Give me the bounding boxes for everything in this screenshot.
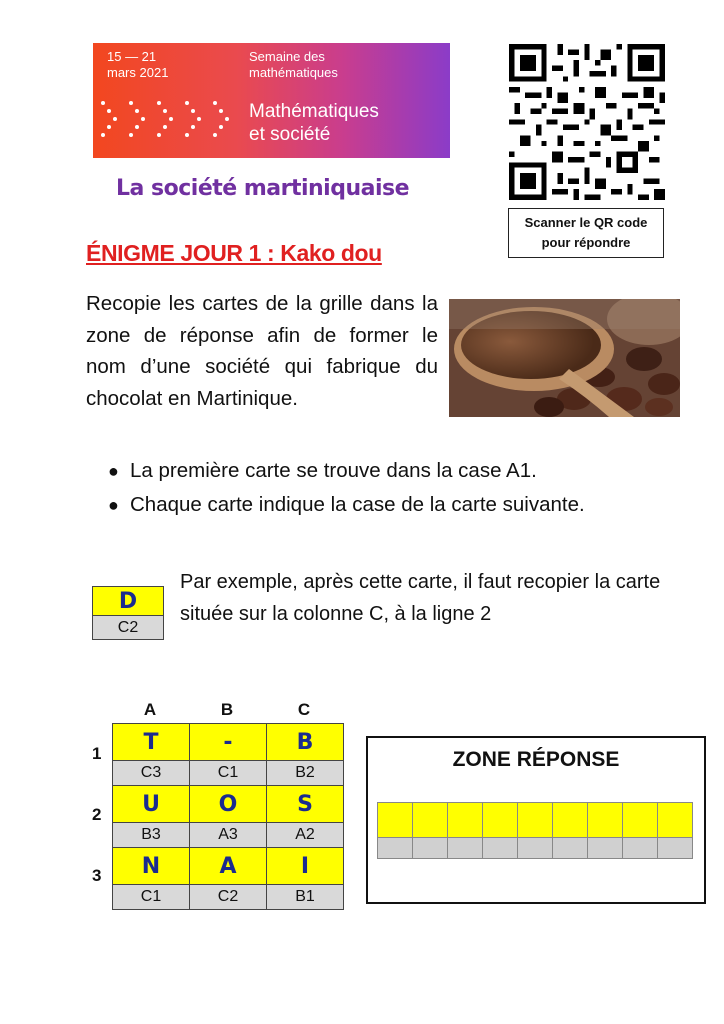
grid-card-letter-b2: O [190,786,267,823]
grid-card-code-c3: B1 [267,885,344,910]
grid-card-code-c2: A2 [267,823,344,848]
grid-card-letter-c3: I [267,848,344,885]
answer-slot-letter[interactable] [448,803,483,838]
example-card [92,586,164,640]
grid-card-letter-c1: B [267,724,344,761]
answer-zone-title: ZONE RÉPONSE [452,748,620,771]
grid-card-letter-a1: T [113,724,190,761]
list-item: ● La première carte se trouve dans la case A1. [108,454,668,488]
answer-slot-letter[interactable] [658,803,693,838]
answer-slot-letter[interactable] [378,803,413,838]
answer-slot-letter[interactable] [518,803,553,838]
grid-card-code-b1: C1 [190,761,267,786]
banner-dots-pattern [93,95,243,155]
grid-card-letter-a3: N [113,848,190,885]
answer-slot-letter[interactable] [483,803,518,838]
answer-slot-letter[interactable] [623,803,658,838]
rules-list [108,454,668,522]
banner-dates: 15 — 21 mars 2021 [107,49,169,80]
answer-slot-code[interactable] [413,838,448,859]
riddle-title: ÉNIGME JOUR 1 : Kako dou [86,240,382,266]
row-header-1: 1 [92,744,102,763]
page-subtitle: La société martiniquaise [116,176,410,201]
grid-card-letter-b1: - [190,724,267,761]
qr-code-icon[interactable] [508,44,666,200]
grid-card-code-a1: C3 [113,761,190,786]
column-header-a: A [143,700,157,719]
answer-slots [377,802,693,859]
list-item: ● Chaque carte indique la case de la carte suivante. [108,488,668,522]
card-grid [112,723,344,910]
row-header-3: 3 [92,866,102,885]
answer-slot-letter[interactable] [553,803,588,838]
row-header-2: 2 [92,805,102,824]
answer-slot-letter[interactable] [413,803,448,838]
answer-slot-code[interactable] [658,838,693,859]
answer-slot-code[interactable] [623,838,658,859]
qr-caption-box: Scanner le QR code pour répondre [508,208,664,258]
answer-slot-code[interactable] [483,838,518,859]
banner-week-title: Semaine des mathématiques [249,49,338,80]
grid-card-letter-a2: U [113,786,190,823]
cocoa-photo [449,299,680,417]
answer-slot-code[interactable] [518,838,553,859]
grid-card-code-a2: B3 [113,823,190,848]
bullet-icon: ● [108,461,119,481]
answer-slot-letter[interactable] [588,803,623,838]
grid-card-letter-b3: A [190,848,267,885]
example-card-letter: D [92,586,164,616]
grid-card-code-c1: B2 [267,761,344,786]
answer-slot-code[interactable] [588,838,623,859]
grid-card-code-b3: C2 [190,885,267,910]
grid-card-code-b2: A3 [190,823,267,848]
answer-slot-code[interactable] [553,838,588,859]
example-text: Par exemple, après cette carte, il faut recopier la carte située sur la colonne C, à la ligne 2 [180,571,661,625]
bullet-icon: ● [108,495,119,515]
column-header-c: C [297,700,311,719]
example-card-code: C2 [92,616,164,640]
banner-theme: Mathématiques et société [249,101,379,145]
column-header-b: B [220,700,234,719]
answer-zone [366,736,706,904]
grid-card-letter-c2: S [267,786,344,823]
answer-slot-code[interactable] [448,838,483,859]
intro-paragraph: Recopie les cartes de la grille dans la zone de réponse afin de former le nom d’une société qui fabrique du chocolat en Martinique. [86,292,438,410]
answer-slot-code[interactable] [378,838,413,859]
grid-card-code-a3: C1 [113,885,190,910]
event-banner [93,43,450,158]
